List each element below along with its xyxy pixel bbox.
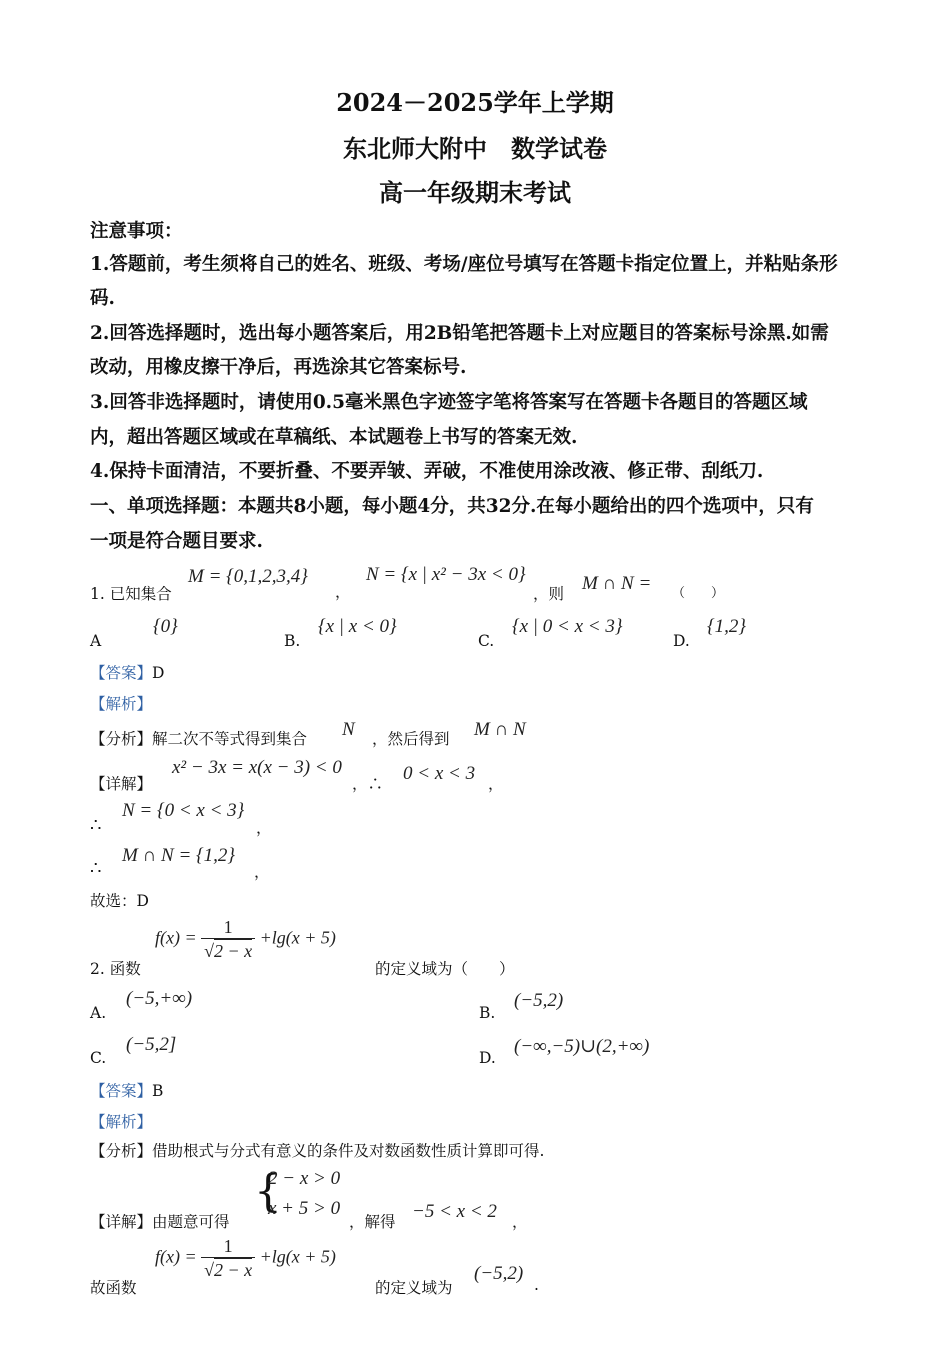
q2-fraction: $\frac{1}{√2 - x}$ — [201, 917, 255, 962]
q2-conclusion-domain: (−5,2) — [474, 1263, 524, 1284]
notice-item-2b: 改动，用橡皮擦干净后，再选涂其它答案标号. — [90, 357, 467, 378]
q1-option-b: {x | x < 0} — [318, 616, 397, 637]
q2-option-b-label: B. — [479, 1004, 496, 1022]
q1-intersection-result: M ∩ N = {1,2} — [122, 845, 235, 866]
q2-suffix: 的定义域为（ ） — [375, 960, 515, 978]
answer-tag: 【答案】 — [90, 1082, 153, 1100]
q2-option-d: (−∞,−5)∪(2,+∞) — [514, 1036, 650, 1057]
q1-option-c-label: C. — [478, 632, 495, 650]
q2-fraction-numerator: 1 — [201, 917, 255, 939]
q1-fenxi-mn: M ∩ N — [474, 719, 526, 740]
q2-function — [155, 917, 336, 962]
q1-option-a-label: A — [90, 632, 102, 650]
fenxi-text: 借助根式与分式有意义的条件及对数函数性质计算即可得. — [152, 1142, 545, 1160]
notice-heading: 注意事项： — [90, 221, 183, 242]
q1-option-b-label: B. — [284, 632, 301, 650]
q1-fenxi-text2: ，然后得到 — [372, 730, 450, 748]
q2-function-lhs: f(x) = — [155, 927, 197, 948]
notice-item-3a: 3.回答非选择题时，请使用0.5毫米黑色字迹签字笔将答案写在答题卡各题目的答题区域 — [90, 392, 808, 413]
notice-item-1b: 码. — [90, 288, 115, 309]
exam-grade-title: 高一年级期末考试 — [379, 178, 571, 207]
q1-detail-comma: ， — [488, 775, 504, 793]
q2-conclusion-denominator: 2 − x — [214, 1260, 253, 1280]
q1-detail-tag: 【详解】 — [90, 775, 153, 793]
q2-solve-range: −5 < x < 2 — [412, 1201, 497, 1222]
q1-option-a: {0} — [153, 616, 178, 637]
q1-comma-mn: ， — [254, 863, 270, 881]
q1-then: ，则 — [533, 585, 565, 603]
q1-set-n-result: N = {0 < x < 3} — [122, 800, 245, 821]
q2-conclusion-suffix: 的定义域为 — [375, 1279, 453, 1297]
q1-comma-n: ， — [256, 819, 272, 837]
q2-conclusion-prefix: 故函数 — [90, 1279, 137, 1297]
exam-year-title: 2024－2025学年上学期 — [336, 88, 614, 117]
fenxi-tag: 【分析】 — [90, 1142, 153, 1160]
q2-conclusion-function-rhs: +lg(x + 5) — [259, 1246, 336, 1267]
q1-therefore-1: ∴ — [90, 815, 102, 836]
q1-set-m: M = {0,1,2,3,4} — [188, 566, 308, 587]
section-heading-2: 一项是符合题目要求. — [90, 531, 263, 552]
q2-option-a-label: A. — [90, 1004, 107, 1022]
section-heading-1: 一、单项选择题：本题共8小题，每小题4分，共32分.在每小题给出的四个选项中，只有 — [90, 496, 814, 517]
fenxi-text: 解二次不等式得到集合 — [152, 730, 308, 748]
answer-tag: 【答案】 — [90, 664, 153, 682]
q2-option-b: (−5,2) — [514, 990, 564, 1011]
q1-analysis-tag: 【解析】 — [90, 695, 153, 713]
q1-answer — [90, 661, 164, 683]
q2-fenxi — [90, 1139, 544, 1161]
q2-solve-comma: ， — [512, 1213, 528, 1231]
notice-item-2a: 2.回答选择题时，选出每小题答案后，用2B铅笔把答题卡上对应题目的答案标号涂黑.如需 — [90, 323, 829, 344]
q1-prefix: 1. 已知集合 — [90, 585, 172, 603]
q1-set-n: N = {x | x² − 3x < 0} — [366, 564, 526, 585]
q2-system-ineq-1: 2 − x > 0 — [268, 1168, 341, 1189]
q2-conclusion-function — [155, 1236, 336, 1281]
q2-system-ineq-2: x + 5 > 0 — [268, 1198, 341, 1219]
q1-detail-therefore: ，∴ — [352, 775, 384, 793]
q2-option-c-label: C. — [90, 1049, 107, 1067]
q2-conclusion-numerator: 1 — [201, 1236, 255, 1258]
notice-item-1a: 1.答题前，考生须将自己的姓名、班级、考场/座位号填写在答题卡指定位置上，并粘贴条形 — [90, 254, 838, 275]
q1-answer-paren: （ ） — [672, 586, 725, 601]
q2-option-a: (−5,+∞) — [126, 988, 193, 1009]
q1-detail-expression: x² − 3x = x(x − 3) < 0 — [172, 757, 342, 778]
q2-answer — [90, 1079, 163, 1101]
detail-text: 由题意可得 — [152, 1213, 230, 1231]
q1-fenxi-n: N — [342, 719, 355, 740]
q2-conclusion-fraction: $\frac{1}{√2 - x}$ — [201, 1236, 255, 1281]
exam-school-title: 东北师大附中 数学试卷 — [343, 134, 607, 163]
q1-fenxi — [90, 727, 307, 749]
q1-comma: ， — [335, 583, 351, 601]
answer-value: B — [152, 1082, 164, 1100]
q1-option-d: {1,2} — [707, 616, 746, 637]
detail-tag: 【详解】 — [90, 1213, 153, 1231]
q1-detail-range: 0 < x < 3 — [403, 763, 476, 784]
q1-conclusion: 故选：D — [90, 892, 149, 910]
fenxi-tag: 【分析】 — [90, 730, 153, 748]
q2-option-c: (−5,2] — [126, 1034, 177, 1055]
q1-option-d-label: D. — [673, 632, 690, 650]
answer-value: D — [152, 664, 165, 682]
q1-option-c: {x | 0 < x < 3} — [512, 616, 623, 637]
q2-prefix: 2. 函数 — [90, 960, 141, 978]
notice-item-4: 4.保持卡面清洁，不要折叠、不要弄皱、弄破，不准使用涂改液、修正带、刮纸刀. — [90, 461, 764, 482]
q2-fraction-denominator: 2 − x — [214, 941, 253, 961]
q2-analysis-tag: 【解析】 — [90, 1113, 153, 1131]
q1-expression: M ∩ N = — [582, 573, 652, 594]
notice-item-3b: 内，超出答题区域或在草稿纸、本试题卷上书写的答案无效. — [90, 427, 578, 448]
q2-system-brace-icon: { — [254, 1166, 282, 1217]
q1-therefore-2: ∴ — [90, 858, 102, 879]
q2-detail — [90, 1210, 230, 1232]
q2-function-rhs: +lg(x + 5) — [259, 927, 336, 948]
q2-option-d-label: D. — [479, 1049, 496, 1067]
q2-conclusion-period: . — [534, 1276, 539, 1294]
q2-solve-text: ，解得 — [349, 1213, 396, 1231]
q2-conclusion-function-lhs: f(x) = — [155, 1246, 197, 1267]
